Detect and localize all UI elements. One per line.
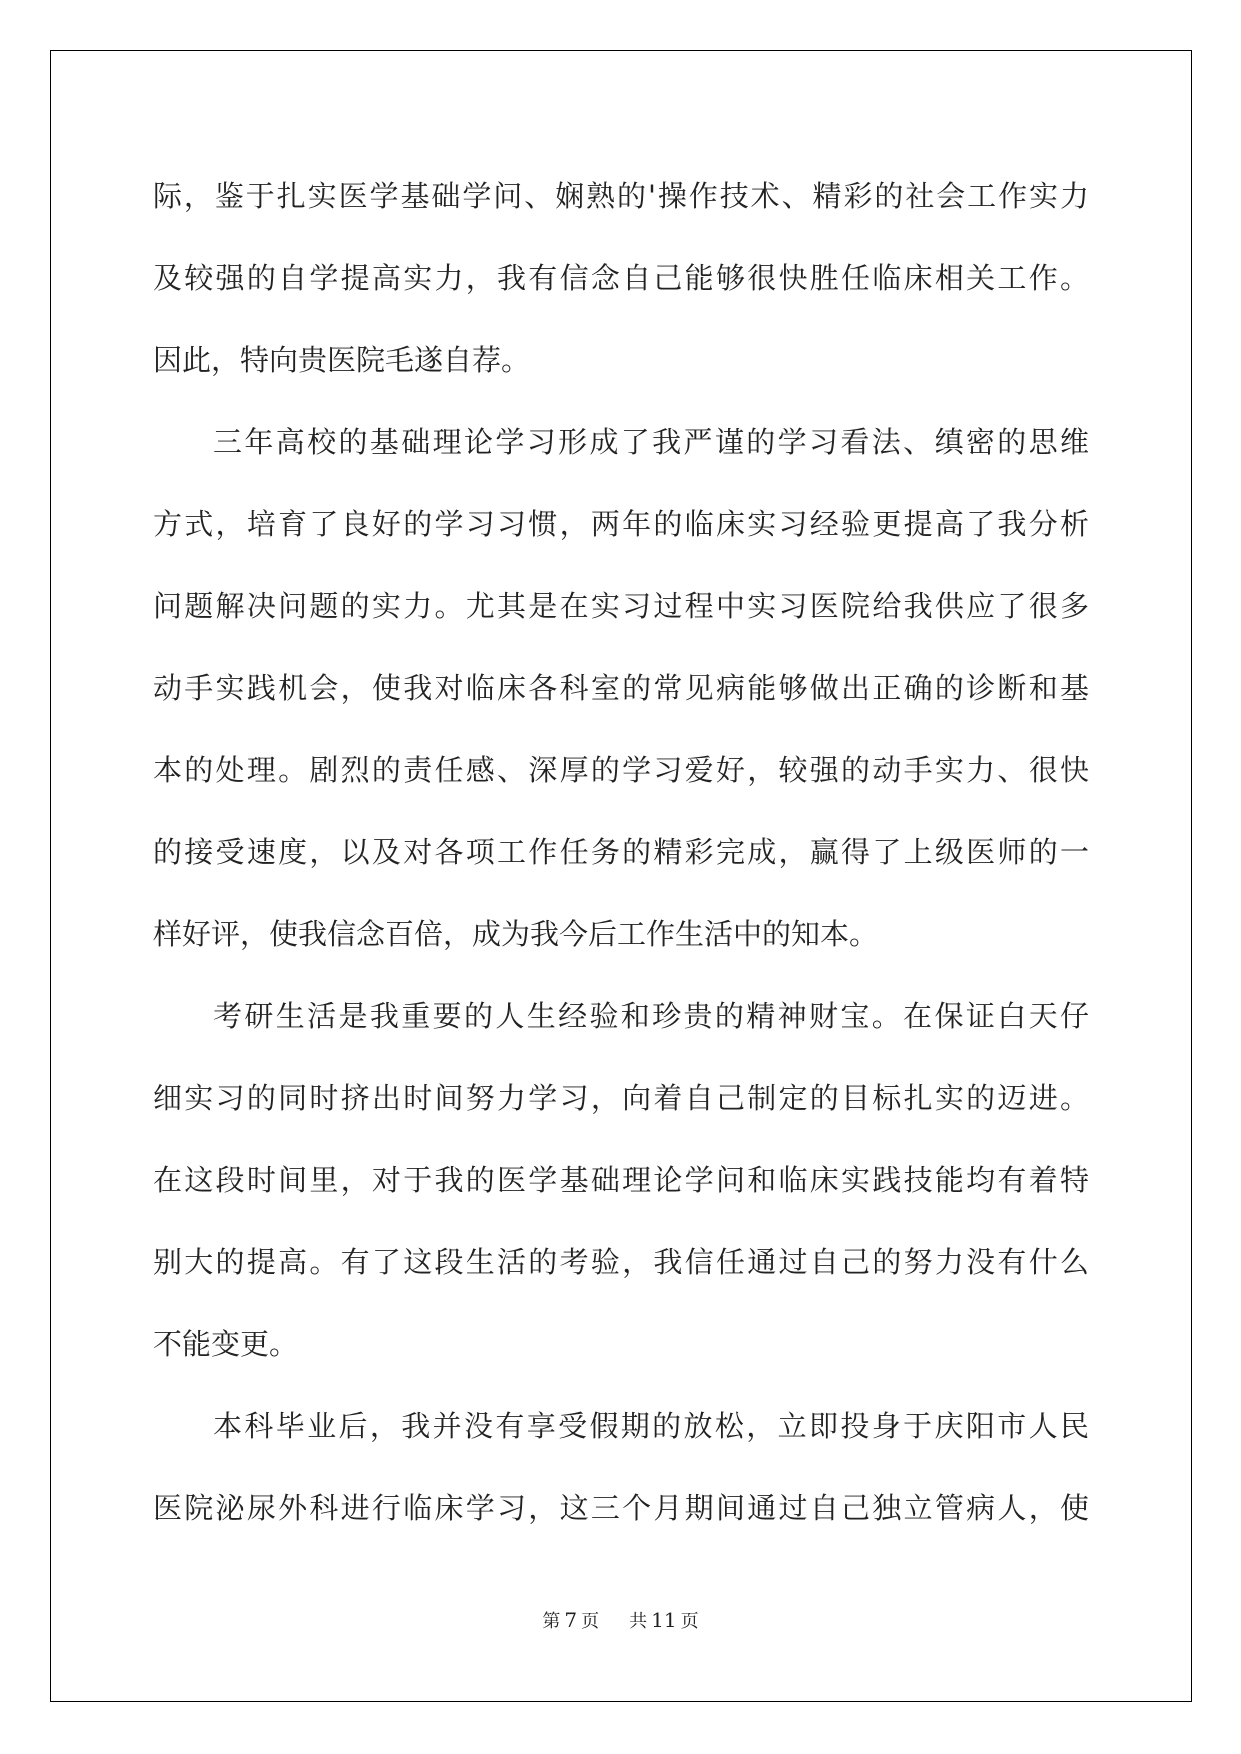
text-line: 样好评，使我信念百倍，成为我今后工作生活中的知本。 bbox=[153, 917, 879, 951]
page-suffix: 页 bbox=[581, 1611, 600, 1632]
text-line: 及较强的自学提高实力，我有信念自己能够很快胜任临床相关工作。 bbox=[153, 261, 1089, 295]
total-prefix: 共 bbox=[629, 1611, 648, 1632]
document-body bbox=[153, 155, 1089, 1549]
page-footer bbox=[0, 1607, 1241, 1633]
text-line: 本科毕业后，我并没有享受假期的放松，立即投身于庆阳市人民 bbox=[213, 1409, 1089, 1443]
text-line: 动手实践机会，使我对临床各科室的常见病能够做出正确的诊断和基 bbox=[153, 671, 1089, 705]
text-line: 三年高校的基础理论学习形成了我严谨的学习看法、缜密的思维 bbox=[213, 425, 1089, 459]
text-line: 别大的提高。有了这段生活的考验，我信任通过自己的努力没有什么 bbox=[153, 1245, 1089, 1279]
text-line: 因此，特向贵医院毛遂自荐。 bbox=[153, 343, 531, 377]
text-line: 医院泌尿外科进行临床学习，这三个月期间通过自己独立管病人，使 bbox=[153, 1491, 1089, 1525]
text-line: 方式，培育了良好的学习习惯，两年的临床实习经验更提高了我分析 bbox=[153, 507, 1089, 541]
text-line: 本的处理。剧烈的责任感、深厚的学习爱好，较强的动手实力、很快 bbox=[153, 753, 1089, 787]
total-suffix: 页 bbox=[680, 1611, 699, 1632]
text-line: 问题解决问题的实力。尤其是在实习过程中实习医院给我供应了很多 bbox=[153, 589, 1089, 623]
text-line: 在这段时间里，对于我的医学基础理论学问和临床实践技能均有着特 bbox=[153, 1163, 1089, 1197]
page-prefix: 第 bbox=[542, 1611, 561, 1632]
text-line: 细实习的同时挤出时间努力学习，向着自己制定的目标扎实的迈进。 bbox=[153, 1081, 1089, 1115]
page-number: 7 bbox=[564, 1608, 578, 1632]
text-line: 不能变更。 bbox=[153, 1327, 299, 1361]
text-line: 考研生活是我重要的人生经验和珍贵的精神财宝。在保证白天仔 bbox=[213, 999, 1089, 1033]
total-pages: 11 bbox=[651, 1608, 677, 1632]
text-line: 的接受速度，以及对各项工作任务的精彩完成，赢得了上级医师的一 bbox=[153, 835, 1089, 869]
text-line: 际，鉴于扎实医学基础学问、娴熟的'操作技术、精彩的社会工作实力 bbox=[153, 179, 1089, 213]
